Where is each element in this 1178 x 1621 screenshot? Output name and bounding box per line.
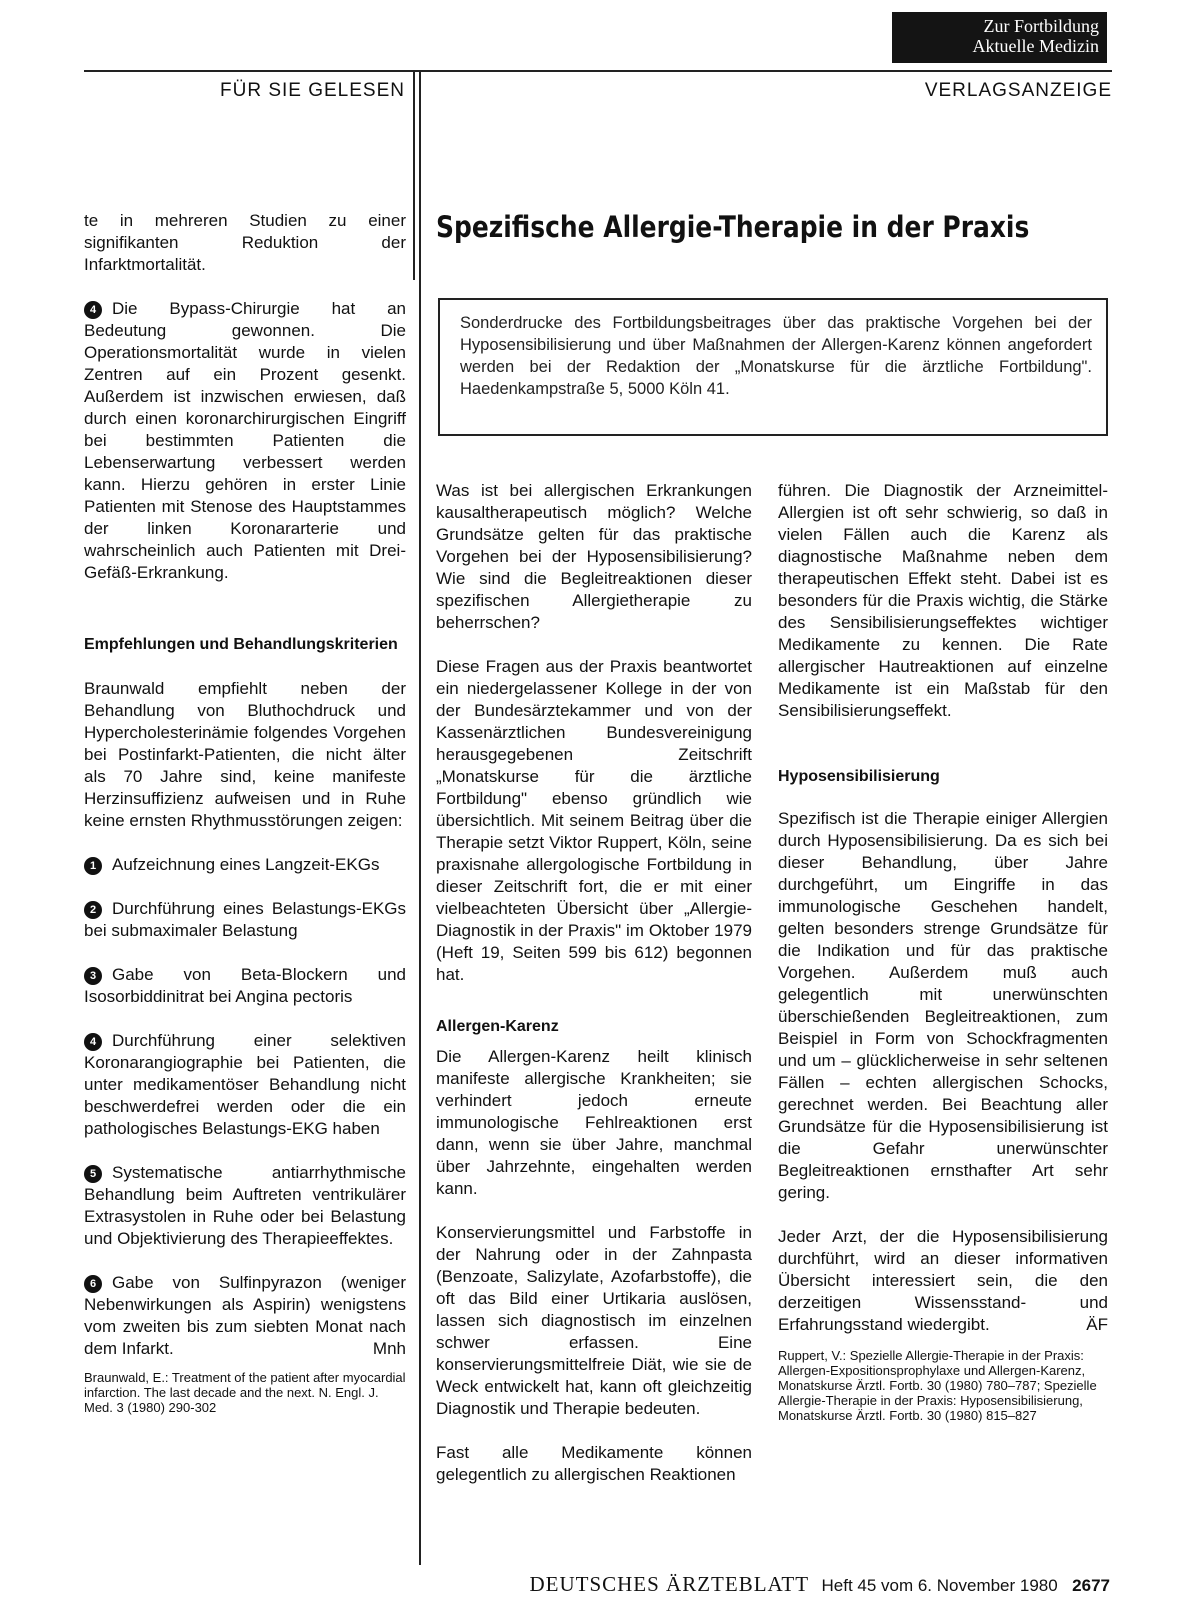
notice-box: Sonderdrucke des Fortbildungsbeitrages über das praktische Vorgehen bei der Hyposensibilisierung und über Maßnahmen der Allergen-Karenz können angefordert werden bei der Redaktion der „Monatskurse für die ärztliche Fortbildung". Haedenkampstraße 5, 5000 Köln 41. (438, 298, 1108, 436)
list-item: 4 Durchführung einer selektiven Koronarangiographie bei Patienten, die unter medikamentöser Behandlung nicht beschwerdefrei werden oder die ein pathologisches Belastungs-EKG haben (84, 1031, 406, 1138)
badge-line-2: Aktuelle Medizin (972, 36, 1099, 56)
section-label-left: FÜR SIE GELESEN (220, 80, 405, 101)
left-heading: Empfehlungen und Behandlungskriterien (84, 636, 398, 653)
issue-info: Heft 45 vom 6. November 1980 (821, 1576, 1058, 1595)
number-marker-icon: 4 (84, 301, 102, 319)
left-column (84, 210, 406, 1415)
number-marker-icon: 1 (84, 857, 102, 875)
article-headline: Spezifische Allergie-Therapie in der Praxis (436, 210, 1030, 244)
right-paragraph-2: Spezifisch ist die Therapie einiger Allergien durch Hyposensibilisierung. Da es sich bei dieser Behandlung, über Jahre durchgeführt, um Eingriffe in das immunologische Geschehen handelt, gelten besonders strenge Grundsätze für die Indikation und für das praktische Vorgehen. Außerdem muß auch gelegentlich mit unerwünschten überschießenden Begleitreaktionen, zum Beispiel in Form von Schockfragmenten und um – glücklicherweise in sehr seltenen Fällen – echten allergischen Schocks, gerechnet werden. Bei Beachtung aller Grundsätze für die Hyposensibilisierung ist die Gefahr unerwünschter Begleitreaktionen ernsthafter Art sehr gering. (778, 809, 1108, 1202)
reference: Ruppert, V.: Spezielle Allergie-Therapie in der Praxis: Allergen-Expositionsprophylaxe und Allergen-Karenz, Monatskurse Ärztl. Fortb. 30 (1980) 780–787; Spezielle Allergie-Therapie in der Praxis: Hyposensibilisierung, Monatskurse Ärztl. Fortb. 30 (1980) 815–827 (778, 1348, 1097, 1423)
list-item: 1 Aufzeichnung eines Langzeit-EKGs (84, 854, 406, 876)
middle-column (436, 480, 752, 1508)
middle-paragraph-1: Was ist bei allergischen Erkrankungen kausaltherapeutisch möglich? Welche Grundsätze gelten für das praktische Vorgehen bei der Hyposensibilisierung? Wie sind die Begleitreaktionen dieser spezifischen Allergietherapie zu beherrschen? (436, 481, 752, 632)
number-marker-icon: 5 (84, 1165, 102, 1183)
number-marker-icon: 2 (84, 901, 102, 919)
number-marker-icon: 4 (84, 1033, 102, 1051)
right-column (778, 480, 1108, 1423)
middle-paragraph-3: Die Allergen-Karenz heilt klinisch manifeste allergische Krankheiten; sie verhindert jedoch erneute immunologische Fehlreaktionen erst dann, wenn sie über Jahre, manchmal über Jahrzehnte, eingehalten werden kann. (436, 1047, 752, 1198)
header-rule (84, 70, 1112, 72)
middle-heading: Allergen-Karenz (436, 1018, 559, 1035)
list-item: 3 Gabe von Beta-Blockern und Isosorbiddinitrat bei Angina pectoris (84, 965, 406, 1006)
section-label-right: VERLAGSANZEIGE (924, 80, 1112, 101)
right-paragraph-3: Jeder Arzt, der die Hyposensibilisierung durchführt, wird an dieser informativen Übersicht interessiert sein, die den derzeitigen Wissensstand- und Erfahrungsstand wiedergibt. ÄF (778, 1227, 1108, 1334)
middle-paragraph-5: Fast alle Medikamente können gelegentlich zu allergischen Reaktionen (436, 1443, 752, 1484)
list-item: 6 Gabe von Sulfinpyrazon (weniger Nebenwirkungen als Aspirin) wenigstens vom zweiten bis zum siebten Monat nach dem Infarkt. Mnh (84, 1273, 406, 1358)
column-divider (419, 70, 421, 1565)
list-item: 2 Durchführung eines Belastungs-EKGs bei submaximaler Belastung (84, 899, 406, 940)
right-paragraph-1: führen. Die Diagnostik der Arzneimittel-Allergien ist oft sehr schwierig, so daß in vielen Fällen auch die Karenz als diagnostische Maßnahme neben dem therapeutischen Effekt steht. Dabei ist es besonders für die Praxis wichtig, die Stärke des Sensibilisierungseffektes wichtiger Medikamente zu kennen. Die Rate allergischer Hautreaktionen auf einzelne Medikamente ist ein Maßstab für den Sensibilisierungseffekt. (778, 481, 1108, 720)
page-footer (430, 1572, 1110, 1597)
list-item-bypass: 4 Die Bypass-Chirurgie hat an Bedeutung gewonnen. Die Operationsmortalität wurde in vielen Zentren auf ein Prozent gesenkt. Außerdem ist inzwischen erwiesen, daß durch einen koronarchirurgischen Eingriff bei bestimmten Patienten die Lebenserwartung verbessert werden kann. Hierzu gehören in erster Linie Patienten mit Stenose des Hauptstammes der linken Koronararterie und wahrscheinlich auch Patienten mit Drei-Gefäß-Erkrankung. (84, 299, 406, 582)
left-intro: te in mehreren Studien zu einer signifikanten Reduktion der Infarktmortalität. (84, 211, 406, 274)
section-badge (892, 12, 1107, 63)
column-divider-top (413, 70, 415, 280)
middle-paragraph-4: Konservierungsmittel und Farbstoffe in der Nahrung oder in der Zahnpasta (Benzoate, Salizylate, Azofarbstoffe), die oft das Bild einer Urtikaria auslösen, lassen sich diagnostisch im einzelnen schwer erfassen. Eine konservierungsmittelfreie Diät, wie sie de Weck entwickelt hat, kann oft gleichzeitig Diagnostik und Therapie bedeuten. (436, 1223, 752, 1418)
left-paragraph: Braunwald empfiehlt neben der Behandlung von Bluthochdruck und Hypercholesterinämie folgendes Vorgehen bei Postinfarkt-Patienten, die nicht älter als 70 Jahre sind, keine manifeste Herzinsuffizienz aufweisen und in Ruhe keine ernsten Rhythmusstörungen zeigen: (84, 679, 406, 830)
author-signature: Mnh (372, 1339, 406, 1358)
journal-name: DEUTSCHES ÄRZTEBLATT (529, 1572, 810, 1596)
page-number: 2677 (1072, 1576, 1110, 1595)
badge-line-1: Zur Fortbildung (983, 16, 1099, 36)
number-marker-icon: 6 (84, 1275, 102, 1293)
list-item: 5 Systematische antiarrhythmische Behandlung beim Auftreten ventrikulärer Extrasystolen in Ruhe oder bei Belastung und Objektivierung des Therapieeffektes. (84, 1163, 406, 1248)
right-heading: Hyposensibilisierung (778, 768, 940, 785)
author-signature: ÄF (1086, 1315, 1108, 1334)
number-marker-icon: 3 (84, 967, 102, 985)
reference: Braunwald, E.: Treatment of the patient after myocardial infarction. The last decade and the next. N. Engl. J. Med. 3 (1980) 290-302 (84, 1370, 406, 1415)
middle-paragraph-2: Diese Fragen aus der Praxis beantwortet ein niedergelassener Kollege in der von der Bundesärztekammer und von der Kassenärztlichen Bundesvereinigung herausgegebenen Zeitschrift „Monatskurse für die ärztliche Fortbildung" ebenso gründlich wie übersichtlich. Mit seinem Beitrag über die Therapie setzt Viktor Ruppert, Köln, seine praxisnahe allergologische Fortbildung in dieser Zeitschrift fort, die er mit einer vielbeachteten Übersicht über „Allergie-Diagnostik in der Praxis" im Oktober 1979 (Heft 19, Seiten 599 bis 612) begonnen hat. (436, 657, 752, 984)
